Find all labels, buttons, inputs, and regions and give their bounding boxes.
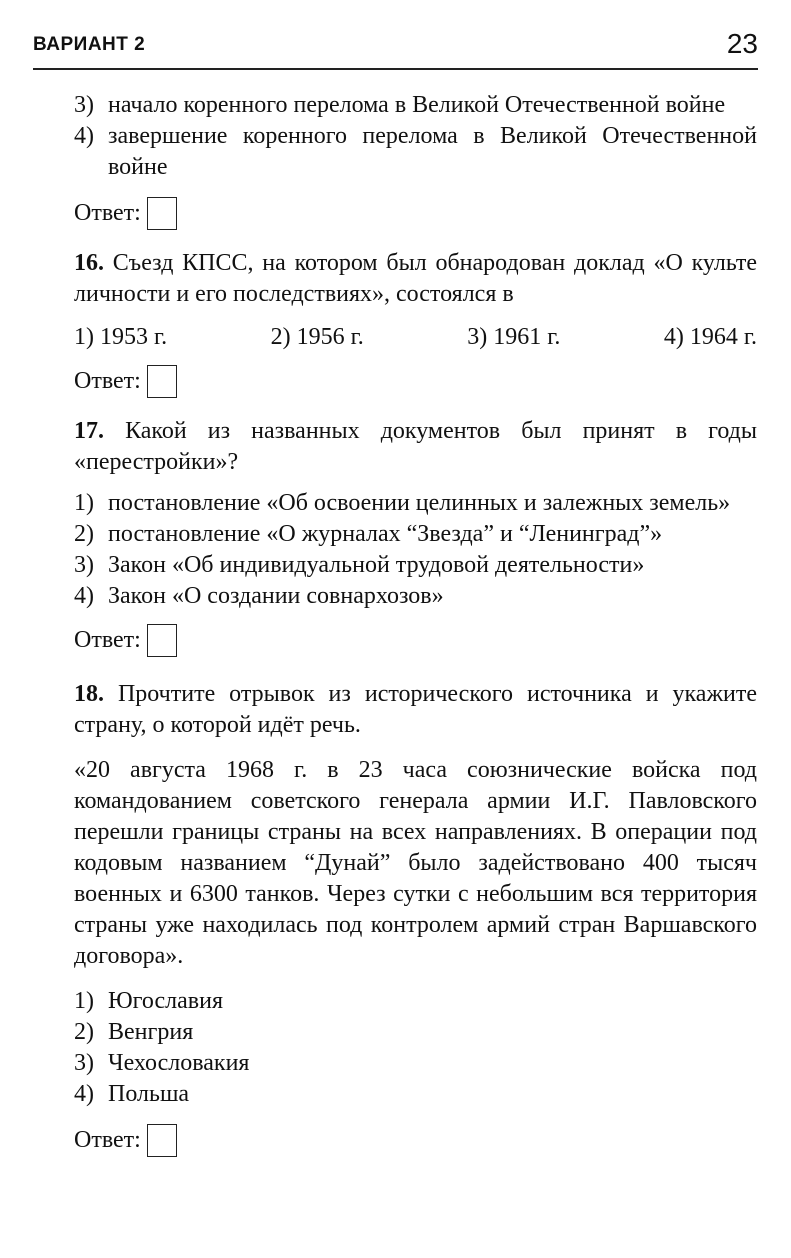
option-text: Закон «Об индивидуальной трудовой деятельности» [108, 552, 645, 578]
q17-option-2 [74, 519, 757, 550]
q18-answer [74, 1124, 757, 1157]
q16-option-1: 1) 1953 г. [74, 324, 168, 350]
question-number: 17. [74, 418, 104, 444]
answer-box[interactable] [147, 624, 177, 657]
question-number: 16. [74, 250, 104, 276]
question-text: Съезд КПСС, на котором был обнародован доклад «О культе личности и его последствиях», состоялся в [74, 250, 757, 307]
q17-option-3 [74, 550, 757, 581]
question-text: Какой из названных документов был принят в годы «перестройки»? [74, 418, 758, 475]
option-number: 4) [74, 583, 94, 609]
q17-option-4 [74, 581, 757, 612]
variant-label: ВАРИАНТ 2 [33, 34, 146, 55]
option-number: 2) [74, 1019, 94, 1045]
answer-box[interactable] [147, 1124, 177, 1157]
option-text: постановление «Об освоении целинных и залежных земель» [108, 490, 731, 516]
question-16 [74, 248, 757, 310]
option-number: 2) [74, 521, 94, 547]
answer-box[interactable] [147, 365, 177, 398]
source-excerpt: «20 августа 1968 г. в 23 часа союзнические войска под командованием советского генерала армии И.Г. Павловского перешли границы страны на всех направлениях. В операции под кодовым названием “Дунай” было задействовано 400 тысяч военных и 6300 танков. Через сутки с небольшим вся территория страны уже находилась под контролем армий стран Варшавского договора». [74, 757, 757, 969]
q15-option-3 [74, 90, 757, 121]
q15-answer [74, 197, 757, 230]
option-number: 3) [74, 92, 94, 118]
question-text: Прочтите отрывок из исторического источника и укажите страну, о которой идёт речь. [74, 681, 758, 738]
option-text: Югославия [108, 988, 224, 1014]
q18-option-1 [74, 986, 757, 1017]
question-number: 18. [74, 681, 104, 707]
q18-option-4 [74, 1079, 757, 1110]
question-17 [74, 416, 757, 478]
q16-option-4: 4) 1964 г. [663, 324, 757, 350]
option-number: 3) [74, 1050, 94, 1076]
option-text: Венгрия [108, 1019, 194, 1045]
q18-option-2 [74, 1017, 757, 1048]
option-number: 1) [74, 490, 94, 516]
answer-box[interactable] [147, 197, 177, 230]
answer-label: Ответ: [74, 627, 141, 653]
q17-option-1 [74, 488, 757, 519]
answer-label: Ответ: [74, 1127, 141, 1153]
answer-label: Ответ: [74, 368, 141, 394]
option-text: завершение коренного перелома в Великой Отечественной войне [108, 123, 757, 180]
option-text: Польша [108, 1081, 190, 1107]
option-text: Закон «О создании совнархозов» [108, 583, 444, 609]
q16-option-3: 3) 1961 г. [467, 324, 561, 350]
page-number: 23 [726, 28, 758, 59]
q17-answer [74, 624, 757, 657]
option-number: 4) [74, 123, 94, 149]
answer-label: Ответ: [74, 200, 141, 226]
q17-options [74, 488, 757, 612]
option-number: 1) [74, 988, 94, 1014]
question-18 [74, 679, 757, 741]
option-text: начало коренного перелома в Великой Отечественной войне [108, 92, 726, 118]
page-header [33, 28, 758, 70]
q18-options [74, 986, 757, 1110]
option-number: 3) [74, 552, 94, 578]
q16-option-2: 2) 1956 г. [270, 324, 364, 350]
page-content [74, 90, 757, 1157]
option-text: постановление «О журналах “Звезда” и “Ленинград”» [108, 521, 663, 547]
q18-option-3 [74, 1048, 757, 1079]
q16-answer [74, 365, 757, 398]
option-text: Чехословакия [108, 1050, 250, 1076]
option-number: 4) [74, 1081, 94, 1107]
q15-option-4 [74, 121, 757, 183]
q16-options [74, 322, 757, 353]
